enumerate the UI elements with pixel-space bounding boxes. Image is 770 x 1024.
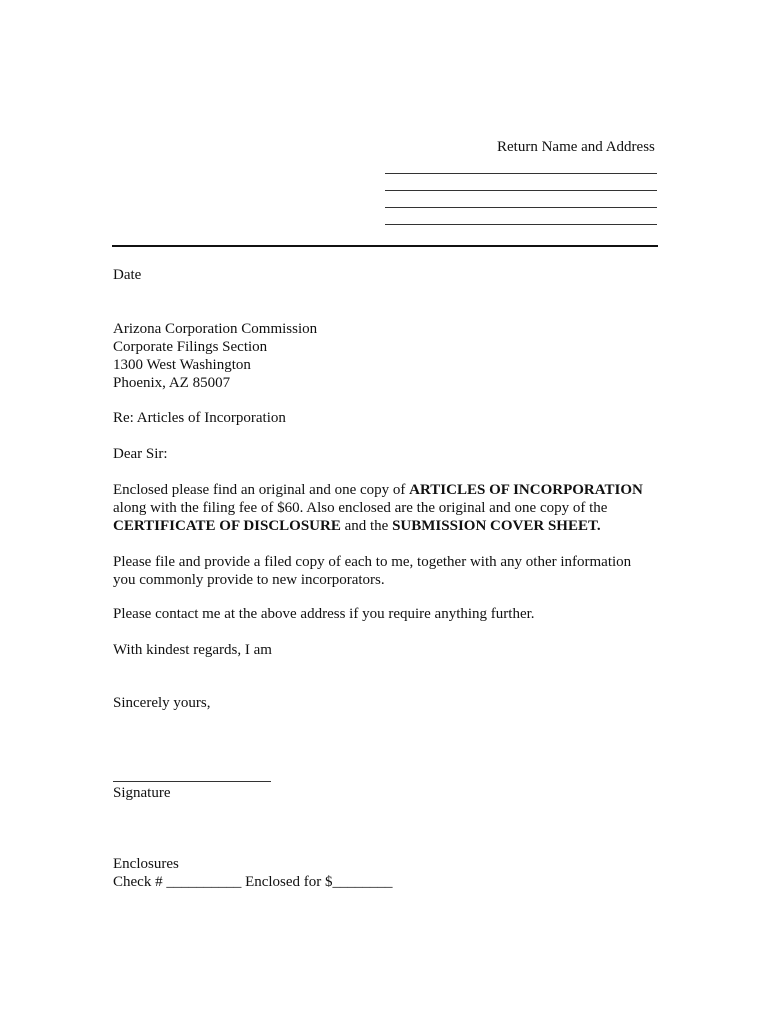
paragraph-contact: Please contact me at the above address if you require anything further.	[113, 606, 535, 622]
enclosures-label: Enclosures	[113, 856, 179, 872]
paragraph-enclosed	[113, 481, 643, 535]
return-address-line-4[interactable]	[385, 224, 657, 225]
articles-of-incorporation-bold: ARTICLES OF INCORPORATION	[409, 482, 643, 498]
paragraph-request-line-2: you commonly provide to new incorporators.	[113, 572, 385, 588]
return-address-label: Return Name and Address	[497, 139, 655, 155]
paragraph-enclosed-line-1	[113, 481, 643, 499]
recipient-line-3: 1300 West Washington	[113, 357, 251, 373]
closing: Sincerely yours,	[113, 695, 211, 711]
paragraph-request	[113, 553, 631, 589]
paragraph-request-line-1: Please file and provide a filed copy of each to me, together with any other information	[113, 554, 632, 570]
recipient-line-4: Phoenix, AZ 85007	[113, 375, 231, 391]
submission-cover-sheet-bold: SUBMISSION COVER SHEET.	[392, 518, 601, 534]
paragraph-enclosed-line-3	[113, 517, 643, 535]
certificate-of-disclosure-bold: CERTIFICATE OF DISCLOSURE	[113, 518, 341, 534]
salutation: Dear Sir:	[113, 446, 168, 462]
date-label: Date	[113, 267, 142, 283]
return-address-line-3[interactable]	[385, 207, 657, 208]
recipient-address	[113, 320, 317, 392]
paragraph-regards: With kindest regards, I am	[113, 642, 272, 658]
check-enclosed-line[interactable]: Check # __________ Enclosed for $________	[113, 874, 393, 890]
header-divider	[112, 245, 658, 247]
return-address-line-2[interactable]	[385, 190, 657, 191]
recipient-line-2: Corporate Filings Section	[113, 339, 268, 355]
signature-line[interactable]	[113, 781, 271, 782]
recipient-line-1: Arizona Corporation Commission	[113, 321, 318, 337]
paragraph-enclosed-line-2: along with the filing fee of $60. Also enclosed are the original and one copy of the	[113, 500, 608, 516]
text-segment: and the	[340, 518, 393, 534]
return-address-line-1[interactable]	[385, 173, 657, 174]
signature-label: Signature	[113, 785, 171, 801]
text-segment: Enclosed please find an original and one copy of	[113, 482, 410, 498]
re-line: Re: Articles of Incorporation	[113, 410, 286, 426]
